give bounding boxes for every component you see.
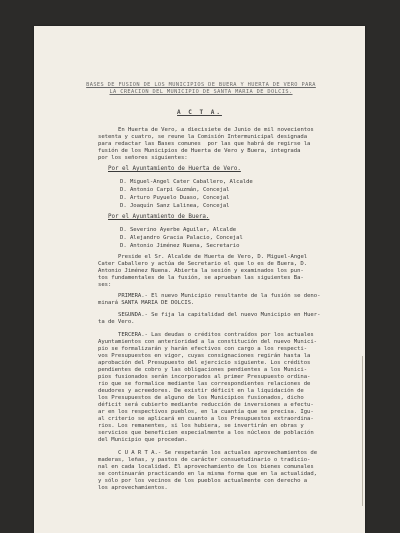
member-line: D. Severino Ayerbe Aguilar, Alcalde (120, 227, 237, 233)
clause-line: aprobación del Presupuesto del ejercicio siguiente. Los créditos (98, 360, 311, 366)
intro-line: por los señores siguientes: (98, 155, 188, 161)
clause-line: pendientes de cobro y las obligaciones pendientes a los Munici- (98, 367, 308, 373)
clause-line: vos Presupuestos en vigor, cuyas consignaciones regirán hasta la (98, 353, 311, 359)
huerta-section-header: Por el Ayuntamiento de Huerta de Vero. (108, 166, 241, 172)
clause-line: pio se formalizarán y harán efectivos con cargo a los respecti- (98, 346, 308, 352)
margin-fold-mark (362, 356, 363, 506)
clause-line: pios fusionados serán incorporados al primer Presupuesto ordina- (98, 374, 311, 380)
buera-section-header: Por el Ayuntamiento de Buera. (108, 214, 210, 220)
clause-line: los aprovechamientos. (98, 485, 168, 491)
clause-line: minará SANTA MARIA DE DOLCIS. (98, 300, 195, 306)
clause-line: servicios que beneficien especialmente a los núcleos de población (98, 430, 314, 436)
member-line: D. Miguel-Angel Cater Caballero, Alcalde (120, 179, 253, 185)
clause-line: C U A R T A.- Se respetarán los actuales aprovechamientos de (118, 450, 318, 456)
clause-line: ta de Vero. (98, 319, 135, 325)
clause-line: déficit será cubierto mediante reducción de inversiones a efectu- (98, 402, 314, 408)
member-line: D. Joaquín Sanz Lalinea, Concejal (120, 203, 230, 209)
member-line: D. Alejandro Gracia Palacio, Concejal (120, 235, 243, 241)
paragraph-line: ses: (98, 282, 112, 288)
clause-line: rio que se formalice mediante las correspondientes relaciones de (98, 381, 311, 387)
intro-line: para redactar las Bases comunes por las que habrá de regirse la (98, 141, 311, 147)
paragraph-line: Preside el Sr. Alcalde de Huerta de Vero, D. Miguel-Angel (118, 254, 308, 260)
member-line: D. Antonio Jiménez Nuena, Secretario (120, 243, 240, 249)
clause-line: se continuarán practicando en la misma forma que en la actualidad, (98, 471, 317, 477)
clause-line: Ayuntamientos con anterioridad a la constitución del nuevo Munici- (98, 339, 317, 345)
intro-line: setenta y cuatro, se reune la Comisión Intermunicipal designada (98, 134, 308, 140)
clause-line: del Municipio que procedan. (98, 437, 188, 443)
intro-line: En Huerta de Vero, a diecisiete de Junio de mil novecientos (118, 127, 314, 133)
clause-line: maderas, leñas, y pastos de carácter consuetudinario o tradicio- (98, 457, 311, 463)
clause-line: SEGUNDA.- Se fija la capitalidad del nuevo Municipio en Huer- (118, 312, 321, 318)
clause-line: nal en cada localidad. El aprovechamiento de los bienes comunales (98, 464, 314, 470)
paragraph-line: tos fundamentales de la fusión, se aprueban las siguientes Ba- (98, 275, 304, 281)
clause-line: ar en los respectivos pueblos, en la cuantía que se precisa. Igu- (98, 409, 314, 415)
clause-line: rios. Los remanentes, si los hubiera, se invertirán en obras y (98, 423, 304, 429)
intro-line: fusión de los Municipios de Huerta de Vero y Buera, integrada (98, 148, 301, 154)
document-heading-line-2: LA CREACION DEL MUNICIPIO DE SANTA MARIA DE DOLCIS. (109, 89, 293, 95)
acta-title: A C T A. (177, 109, 222, 116)
member-line: D. Antonio Carpi Guzmán, Concejal (120, 187, 230, 193)
clause-line: al criterio se aplicará en cuanto a los Presupuestos extraordina- (98, 416, 314, 422)
clause-line: los Presupuestos de alguno de los Municipios fusionados, dicho (98, 395, 304, 401)
clause-line: y sólo por los vecinos de los pueblos actualmente con derecho a (98, 478, 308, 484)
document-heading-line-1: BASES DE FUSION DE LOS MUNICIPIOS DE BUERA Y HUERTA DE VERO PARA (86, 82, 316, 88)
clause-line: PRIMERA.- El nuevo Municipio resultante de la fusión se deno- (118, 293, 321, 299)
paragraph-line: Antonio Jiménez Nuena. Abierta la sesión y examinados los pun- (98, 268, 304, 274)
clause-line: TERCERA.- Las deudas o créditos contraídos por los actuales (118, 332, 314, 338)
document-page (34, 26, 365, 533)
clause-line: deudores y acreedores. De existir déficit en la liquidación de (98, 388, 304, 394)
member-line: D. Arturo Puyuelo Duaso, Concejal (120, 195, 230, 201)
paragraph-line: Cater Caballero y actúa de Secretario el que lo es de Buera, D. (98, 261, 308, 267)
